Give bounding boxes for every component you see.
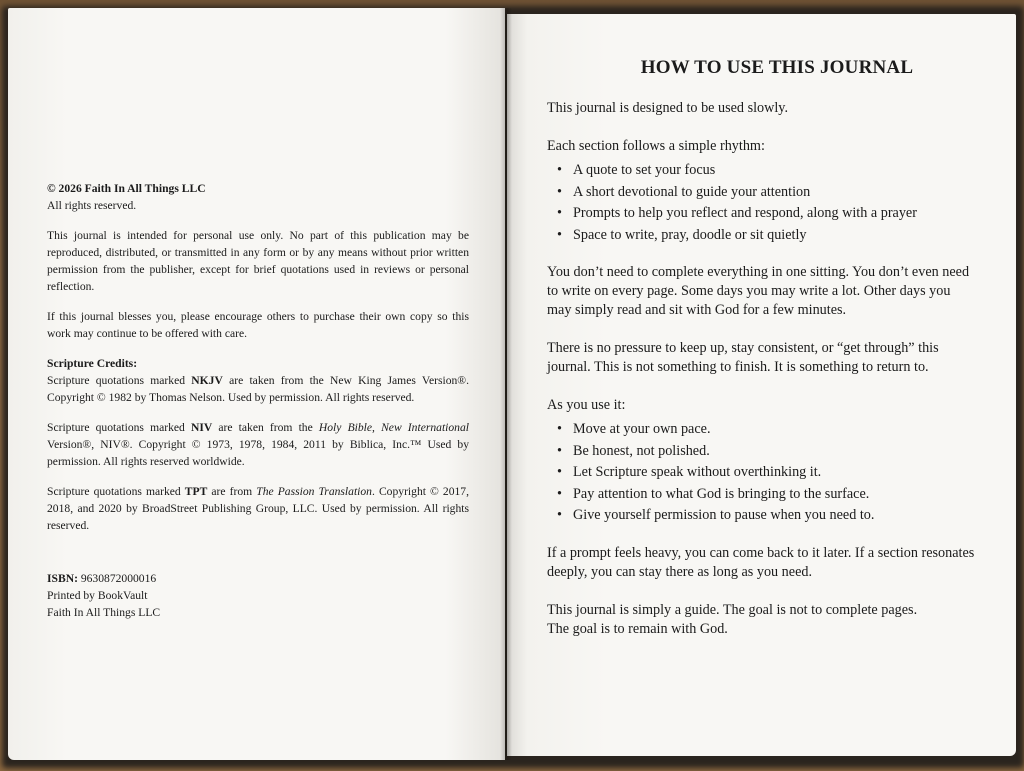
- bullet-icon: •: [557, 162, 562, 178]
- heavy-paragraph: If a prompt feels heavy, you can come back to it later. If a section resonates deeply, you can stay there as long as you need.: [547, 544, 975, 580]
- list-item-text: A quote to set your focus: [573, 162, 716, 178]
- list-item: [557, 204, 977, 224]
- publisher-name: Faith In All Things LLC: [47, 606, 161, 619]
- right-page: [507, 14, 1016, 756]
- nkjv-text: are taken from the New King James Version®. Copyright © 1982 by Thomas Nelson. Used by permission. All rights reserved.: [47, 374, 470, 404]
- rights-reserved: All rights reserved.: [47, 199, 137, 212]
- list-item-text: Be honest, not polished.: [573, 442, 710, 459]
- sitting-paragraph: You don’t need to complete everything in one sitting. You don’t even need to write on every page. Some days you may write a lot. Other days you may simply read and sit with God for a few minutes.: [547, 264, 970, 318]
- bullet-icon: •: [557, 442, 562, 459]
- how-to-use-content: [547, 54, 977, 658]
- scripture-credits-nkjv: [47, 355, 469, 406]
- tpt-title: The Passion Translation: [256, 485, 372, 498]
- list-item-text: Space to write, pray, doodle or sit quietly: [573, 226, 807, 243]
- book-gutter: [500, 8, 512, 760]
- list-item-text: Prompts to help you reflect and respond, along with a prayer: [573, 205, 917, 221]
- closing-line-2: The goal is to remain with God.: [547, 620, 728, 637]
- bullet-icon: •: [557, 226, 562, 243]
- scripture-credits-niv: [47, 419, 469, 470]
- list-item: [557, 420, 977, 440]
- bullet-icon: •: [557, 464, 562, 480]
- bullet-icon: •: [557, 205, 562, 221]
- blesses-notice: If this journal blesses you, please encourage others to purchase their own copy so this work may continue to be offered with care.: [47, 310, 469, 340]
- use-lead: As you use it:: [547, 397, 626, 413]
- list-item: [557, 226, 977, 246]
- list-item: [557, 506, 977, 526]
- isbn-line: [47, 570, 469, 587]
- closing-paragraph: [547, 601, 977, 639]
- scripture-credits-tpt: [47, 483, 469, 534]
- printed-by: Printed by BookVault: [47, 589, 148, 602]
- niv-title: Holy Bible, New International: [318, 421, 469, 434]
- closing-line-1: This journal is simply a guide. The goal is not to complete pages.: [547, 601, 918, 618]
- scripture-credits-heading: Scripture Credits:: [47, 357, 138, 370]
- tpt-text: . Copyright © 2017, 2018, and 2020 by BroadStreet Publishing Group, LLC. Used by permission. All rights reserved.: [47, 485, 470, 532]
- list-item: [557, 463, 977, 483]
- bullet-icon: •: [557, 485, 562, 502]
- isbn-label: ISBN:: [47, 572, 78, 585]
- list-item: [557, 161, 977, 181]
- list-item: [557, 442, 977, 462]
- list-item-text: A short devotional to guide your attention: [573, 183, 811, 200]
- list-item-text: Move at your own pace.: [573, 421, 711, 437]
- left-page: [8, 8, 505, 760]
- bullet-icon: •: [557, 421, 562, 437]
- page-title: HOW TO USE THIS JOURNAL: [640, 57, 914, 78]
- isbn-value: 9630872000016: [77, 572, 157, 585]
- list-item-text: Let Scripture speak without overthinking it.: [573, 464, 822, 480]
- tpt-middle: are from: [207, 485, 257, 498]
- nkjv-prefix: Scripture quotations marked: [47, 374, 192, 387]
- tpt-abbr: TPT: [184, 485, 208, 498]
- list-item-text: Pay attention to what God is bringing to the surface.: [573, 485, 870, 502]
- tpt-prefix: Scripture quotations marked: [47, 485, 185, 498]
- isbn-block: [47, 570, 469, 621]
- use-list: [547, 420, 977, 526]
- copyright-block: [47, 180, 469, 214]
- list-item: [557, 183, 977, 203]
- list-item-text: Give yourself permission to pause when you need to.: [573, 507, 875, 523]
- niv-text: Version®, NIV®. Copyright © 1973, 1978, 1984, 2011 by Biblica, Inc.™ Used by permission. All rights reserved worldwide.: [47, 438, 469, 468]
- niv-abbr: NIV: [190, 421, 213, 434]
- bullet-icon: •: [557, 183, 562, 200]
- intro-paragraph: This journal is designed to be used slowly.: [547, 100, 789, 116]
- nkjv-abbr: NKJV: [191, 374, 223, 387]
- copyright-page-content: [47, 180, 469, 634]
- copyright-line: © 2026 Faith In All Things LLC: [47, 182, 206, 195]
- pressure-paragraph: There is no pressure to keep up, stay consistent, or “get through” this journal. This is not something to finish. It is something to return to.: [547, 340, 939, 375]
- niv-middle: are taken from the: [212, 421, 319, 434]
- personal-use-notice: This journal is intended for personal use only. No part of this publication may be reproduced, distributed, or transmitted in any form or by any means without prior written permission from the publisher, except for brief quotations used in reviews or personal reflection.: [47, 229, 469, 293]
- bullet-icon: •: [557, 507, 562, 523]
- rhythm-list: [547, 161, 977, 245]
- rhythm-lead: Each section follows a simple rhythm:: [547, 138, 765, 154]
- list-item: [557, 485, 977, 505]
- niv-prefix: Scripture quotations marked: [47, 421, 191, 434]
